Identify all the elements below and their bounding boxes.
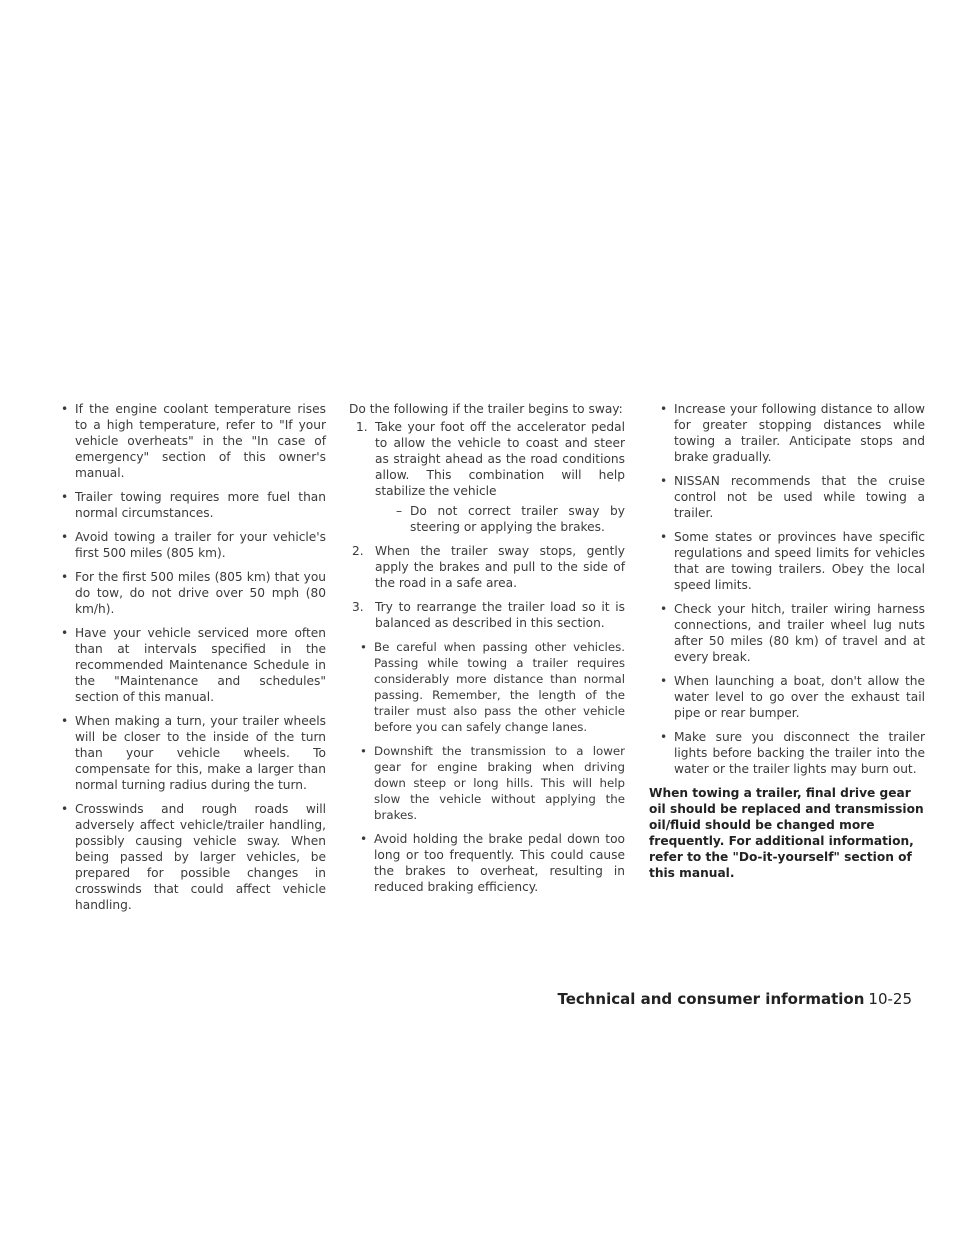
list-item: • Downshift the transmission to a lower gear for engine braking when driving down steep or long hills. This will help slow the vehicle without applying the brakes.: [360, 744, 625, 822]
column-1: [50, 401, 326, 921]
gear-oil-warning: When towing a trailer, final drive gear oil should be replaced and transmission oil/fluid should be changed more frequently. For additional information, refer to the "Do-it-yourself" section of this manual.: [649, 786, 924, 880]
list-item: • If the engine coolant temperature rises to a high temperature, refer to "If your vehicle overheats" in the "In case of emergency" section of this owner's manual.: [61, 402, 326, 480]
bullet-icon: •: [61, 490, 69, 504]
list-item: • Increase your following distance to allow for greater stopping distances while towing a trailer. Anticipate stops and brake gradually.: [660, 402, 925, 464]
list-item: • NISSAN recommends that the cruise control not be used while towing a trailer.: [660, 474, 925, 520]
list-item: • Check your hitch, trailer wiring harness connections, and trailer wheel lug nuts after 50 miles (80 km) of travel and at every break.: [660, 602, 925, 664]
section-title: Technical and consumer information: [557, 990, 865, 1008]
bullet-icon: •: [660, 730, 668, 744]
bullet-icon: •: [61, 402, 69, 416]
column-2: [349, 401, 625, 903]
bullet-icon: •: [660, 602, 668, 616]
list-item: • Be careful when passing other vehicles. Passing while towing a trailer requires considerably more distance than normal passing. Remember, the length of the trailer must also pass the other vehicle before you can safely change lanes.: [360, 640, 625, 734]
sway-intro: Do the following if the trailer begins to sway:: [349, 402, 623, 416]
bullet-icon: •: [61, 570, 69, 584]
list-item: • Trailer towing requires more fuel than normal circumstances.: [61, 490, 326, 520]
bullet-icon: •: [61, 714, 69, 728]
bullet-icon: •: [360, 640, 367, 654]
numbered-step: 2. When the trailer sway stops, gently apply the brakes and pull to the side of the road in a safe area.: [352, 544, 625, 590]
list-item: • Avoid holding the brake pedal down too long or too frequently. This could cause the brakes to overheat, resulting in reduced braking efficiency.: [360, 832, 625, 894]
list-item: • Make sure you disconnect the trailer lights before backing the trailer into the water or the trailer lights may burn out.: [660, 730, 925, 776]
bullet-icon: •: [61, 626, 69, 640]
list-item: • For the first 500 miles (805 km) that you do tow, do not drive over 50 mph (80 km/h).: [61, 570, 326, 616]
bullet-icon: •: [61, 530, 69, 544]
list-item: • Crosswinds and rough roads will adversely affect vehicle/trailer handling, possibly causing vehicle sway. When being passed by larger vehicles, be prepared for possible changes in crosswinds that could affect vehicle handling.: [61, 802, 326, 912]
step-number: 3.: [352, 600, 364, 614]
list-item: • When launching a boat, don't allow the water level to go over the exhaust tail pipe or rear bumper.: [660, 674, 925, 720]
list-item: • When making a turn, your trailer wheels will be closer to the inside of the turn than your vehicle wheels. To compensate for this, make a larger than normal turning radius during the turn.: [61, 714, 326, 792]
numbered-step: 1. Take your foot off the accelerator pedal to allow the vehicle to coast and steer as straight ahead as the road conditions allow. This combination will help stabilize the vehicle – Do not correct trailer sway by steering or applying the brakes.: [356, 420, 625, 534]
page-number: 10-25: [868, 990, 912, 1008]
step-number: 1.: [356, 420, 368, 434]
bullet-icon: •: [660, 530, 668, 544]
list-item: • Some states or provinces have specific regulations and speed limits for vehicles that are towing trailers. Obey the local speed limits.: [660, 530, 925, 592]
list-item: • Have your vehicle serviced more often than at intervals specified in the recommended Maintenance Schedule in the "Maintenance and schedules" section of this manual.: [61, 626, 326, 704]
numbered-step: 3. Try to rearrange the trailer load so it is balanced as described in this section.: [352, 600, 625, 630]
sub-item: – Do not correct trailer sway by steering or applying the brakes.: [396, 504, 625, 534]
list-item: • Avoid towing a trailer for your vehicle's first 500 miles (805 km).: [61, 530, 326, 560]
bullet-icon: •: [660, 474, 668, 488]
bullet-icon: •: [61, 802, 69, 816]
column-3: [649, 401, 925, 883]
bullet-icon: •: [660, 402, 668, 416]
step-number: 2.: [352, 544, 364, 558]
dash-icon: –: [396, 504, 403, 518]
bullet-icon: •: [360, 832, 368, 846]
page-footer: [557, 990, 912, 1008]
bullet-icon: •: [660, 674, 668, 688]
bullet-icon: •: [360, 744, 367, 758]
